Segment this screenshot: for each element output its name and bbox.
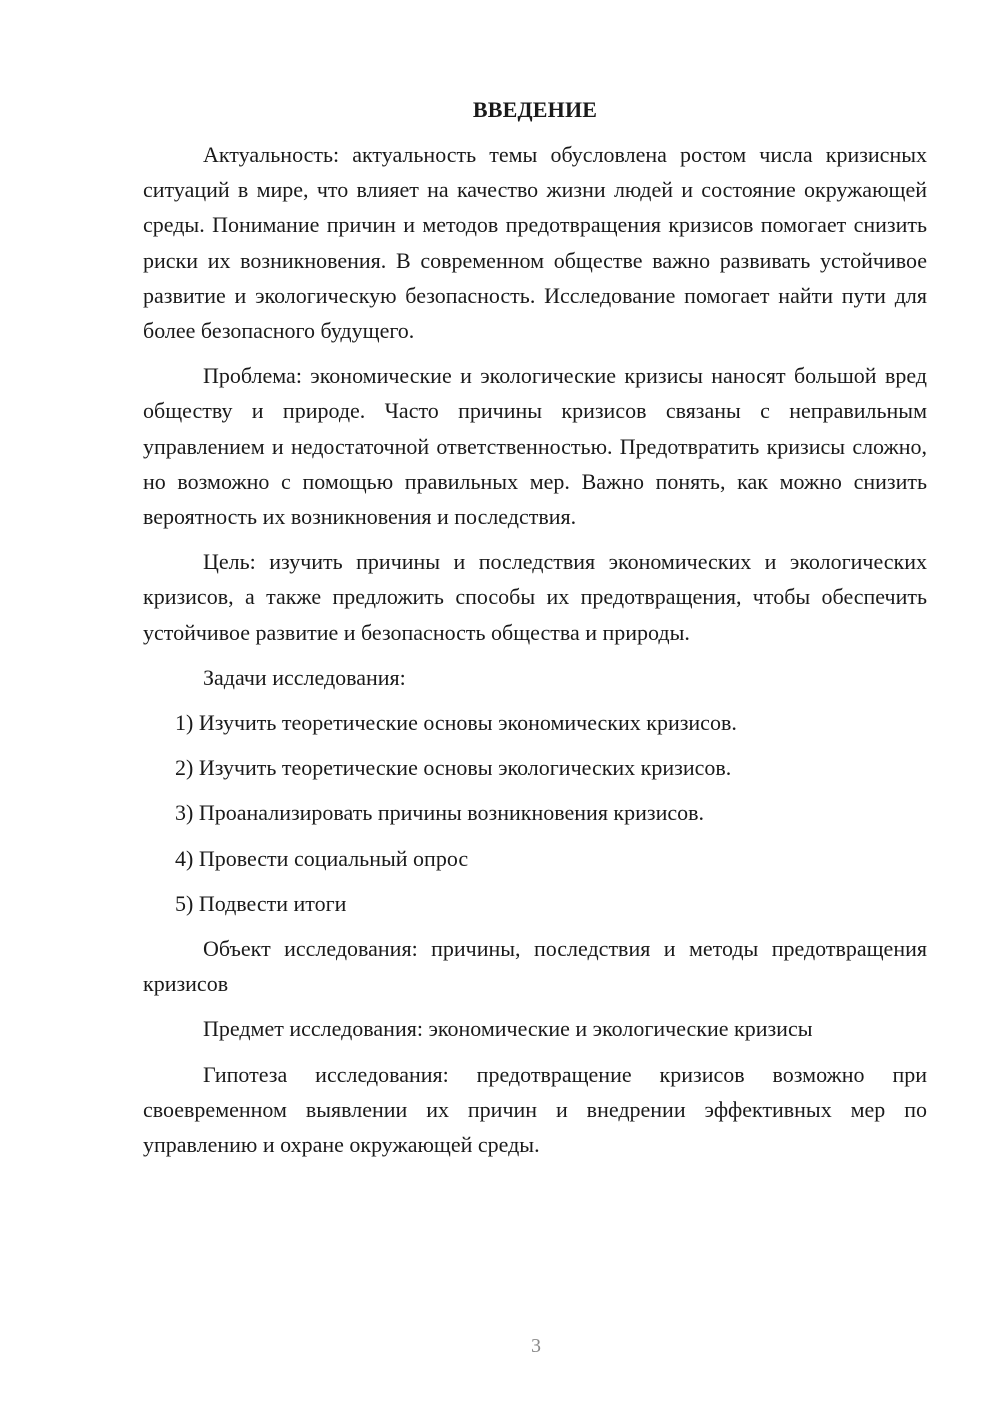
paragraph-relevance: Актуальность: актуальность темы обусловлена ростом числа кризисных ситуаций в мире, что влияет на качество жизни людей и состояние окружающей среды. Понимание причин и методов предотвращения кризисов помогает снизить риски их возникновения. В современном обществе важно развивать устойчивое развитие и экологическую безопасность. Исследование помогает найти пути для более безопасного будущего. <box>143 142 927 344</box>
tasks-heading: Задачи исследования: <box>203 664 406 690</box>
list-item: 3) Проанализировать причины возникновения кризисов. <box>175 800 705 826</box>
list-item: 4) Провести социальный опрос <box>175 845 469 871</box>
paragraph-subject: Предмет исследования: экономические и экологические кризисы <box>203 1016 813 1042</box>
paragraph-goal: Цель: изучить причины и последствия экономических и экологических кризисов, а также предложить способы их предотвращения, чтобы обеспечить устойчивое развитие и безопасность общества и природы. <box>143 549 927 645</box>
paragraph-object: Объект исследования: причины, последствия и методы предотвращения кризисов <box>143 936 927 997</box>
tasks-list <box>143 705 927 921</box>
page-title: ВВЕДЕНИЕ <box>472 97 598 122</box>
paragraph-problem: Проблема: экономические и экологические кризисы наносят большой вред обществу и природе. Часто причины кризисов связаны с неправильным управлением и недостаточной ответственностью. Предотвратить кризисы сложно, но возможно с помощью правильных мер. Важно понять, как можно снизить вероятность их возникновения и последствия. <box>143 363 927 530</box>
list-item: 1) Изучить теоретические основы экономических кризисов. <box>175 710 737 736</box>
list-item: 2) Изучить теоретические основы экологических кризисов. <box>175 755 732 781</box>
list-item: 5) Подвести итоги <box>175 890 347 916</box>
paragraph-hypothesis: Гипотеза исследования: предотвращение кризисов возможно при своевременном выявлении их причин и внедрении эффективных мер по управлению и охране окружающей среды. <box>143 1061 927 1158</box>
page-content <box>143 92 927 1172</box>
page-number: 3 <box>531 1335 541 1357</box>
